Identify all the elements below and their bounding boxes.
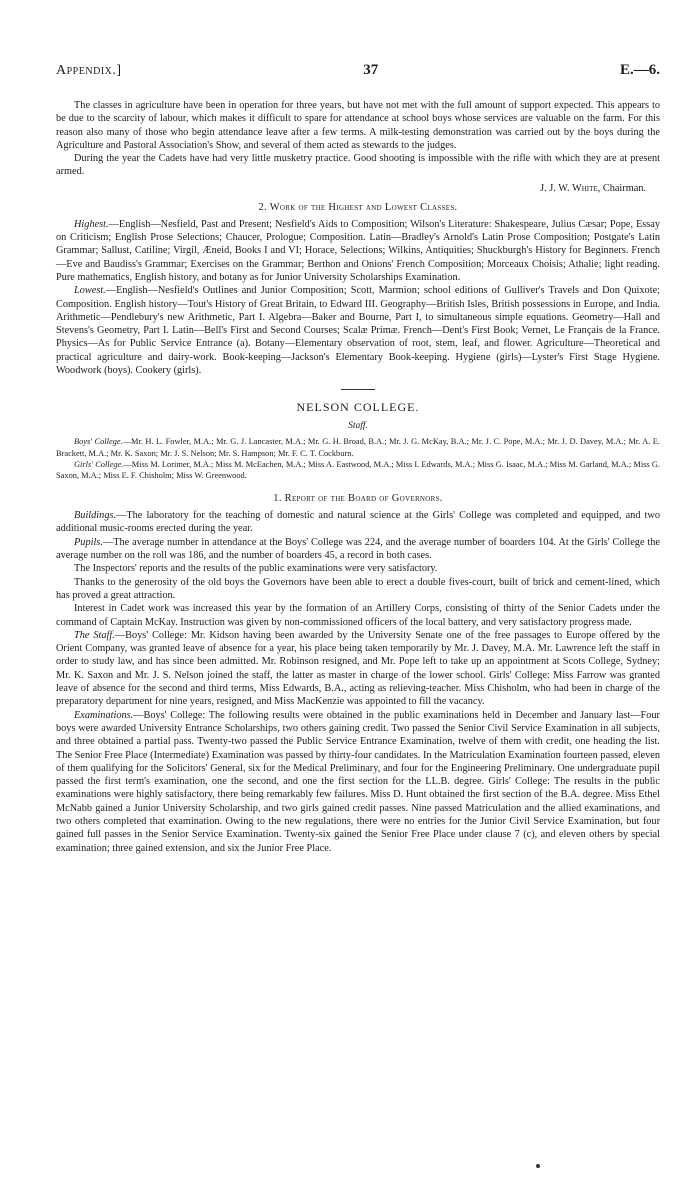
section-divider [341,389,375,390]
buildings-text: —The laboratory for the teaching of domestic and natural science at the Girls' College was completed and equipped, and two additional music-rooms erected during the year. [56,510,660,535]
highest-label: Highest. [74,218,109,230]
chairman-signature [56,183,646,194]
cadets-paragraph: During the year the Cadets have had very little musketry practice. Good shooting is impossible with the rifle with which they are at present armed. [56,153,660,178]
boys-staff-list [56,436,660,458]
staff-heading: Staff. [348,421,368,432]
pupils-label: Pupils. [74,536,103,548]
pupils-paragraph [56,536,660,563]
boys-college-label: Boys' College. [74,437,123,447]
page-header [56,62,660,79]
buildings-label: Buildings. [74,510,117,522]
buildings-paragraph [56,509,660,536]
boys-staff-text: —Mr. H. L. Fowler, M.A.; Mr. G. J. Lancaster, M.A.; Mr. G. H. Broad, B.A.; Mr. J. G. McKay, B.A.; Mr. J. C. Pope, M.A.; Mr. J. D. Davey, M.A.; Mr. A. E. Brackett, M.A.; Mr. K. Saxon; Mr. J. S. Nelson; Mr. S. Hampson; Mr. F. C. T. Cockburn. [56,437,660,458]
staff-changes-text: —Boys' College: Mr. Kidson having been awarded by the University Senate one of the free passages to Europe offered by the Orient Company, was granted leave of absence for a year, his place being taken temporarily by Mr. J. Davey, M.A. Mr. Lawrence left the staff in order to study law, and has since been admitted. Mr. Robinson resigned, and Mr. Pope left to take up an appointment at Scots College, Sydney; Mr. K. Saxon and Mr. J. S. Nelson joined the staff, the latter as master in charge of the lower school. Girls' College: Miss Farrow was granted leave of absence for the second and third terms, Miss Edwards, B.A., acting as relieving-teacher. Miss Chisholm, who had been in charge of the preparatory department for nine years, resigned, and Miss MacKenzie was appointed to fill the vacancy. [56,629,661,708]
header-appendix: Appendix.] [56,63,122,78]
signature-name: J. J. W. White [540,182,598,194]
highest-class-paragraph [56,218,660,284]
lowest-class-paragraph [56,284,660,377]
girls-college-label: Girls' College. [74,459,124,469]
college-title: NELSON COLLEGE. [296,400,420,415]
inspectors-paragraph: The Inspectors' reports and the results of the public examinations were very satisfactory. [74,563,438,575]
staff-label: The Staff. [74,629,115,641]
pupils-text: —The average number in attendance at the Boys' College was 224, and the average number of boarders 104. At the Girls' College the average number on the roll was 186, and the number of boarders 45, a record in both cases. [56,536,660,562]
print-mark [536,1164,540,1168]
highest-text: —English—Nesfield, Past and Present; Nesfield's Aids to Composition; Wilson's Literature: Shakespeare, Julius Cæsar; Pope, Essay on Criticism; English Prose Selections; Chaucer, Prologue; Composition. Latin—Bradley's Arnold's Latin Prose Composition; Postgate's Latin Grammar; Sallust, Catiline; Virgil, Æneid, Books I and VI; Horace, Selections; Wilkins, Antiquities; Shuckburgh's History for Beginners. French—Eve and Baudiss's Grammar; Exercises on the Grammar; Berthon and Onions' French Composition; Morceaux Choisis; Athalie; light reading. Pure mathematics, English history, and botany as for Junior University Scholarships Examination. [56,218,660,283]
lowest-label: Lowest. [74,285,106,297]
cadet-paragraph: Interest in Cadet work was increased this year by the formation of an Artillery Corps, consisting of thirty of the Senior Cadets under the command of Captain McKay. Instruction was given by non-commissioned officers of the local battery, and very satisfactory progress made. [56,603,660,628]
section-heading-work: 2. Work of the Highest and Lowest Classes. [258,201,458,213]
girls-staff-text: —Miss M. Lorimer, M.A.; Miss M. McEachen, M.A.; Miss A. Eastwood, M.A.; Miss I. Edwards, M.A.; Miss G. Isaac, M.A.; Miss M. Garland, M.A.; Miss G. Saxon, M.A.; Miss E. F. Chisholm; Miss W. Greenwood. [56,459,660,480]
document-code: E.—6. [619,62,660,78]
examinations-text: —Boys' College: The following results were obtained in the public examinations held in December and January last—Four boys were awarded University Entrance Scholarships, two others gaining credit. Two passed the Senior Civil Service Examination in all subjects, and three obtained a partial pass. Twenty-two passed the Public Service Entrance Examination, twelve of them with credit, one heading the list. The Senior Free Place (Intermediate) Examination was passed by thirty-four candidates. In the Matriculation Examination fourteen passed, eleven of them qualifying for the Solicitors' General, six for the Medical Preliminary, and four for the Engineering Preliminary. One undergraduate pupil passed the first term's examination, one the second, and one the first section for the LL.B. degree. Girls' College: The results in the public examinations were highly satisfactory, there being remarkably few failures. Miss D. Hunt obtained the first section of the B.A. degree. Miss Ethel McNabb gained a Junior University Scholarship, and two girls gained credit passes. Nine passed Matriculation and the allied examinations, and two others completed that examination. Owing to the new regulations, there were no entries for the Junior Civil Service Examination, but four gained full passes in the Senior Service Examination. Twenty-six gained the Senior Free Place under clause 7 (c), and eleven others by special examination; three gained extension, and six the Junior Free Place. [56,709,660,854]
report-heading: 1. Report of the Board of Governors. [273,493,443,505]
signature-title: , Chairman. [597,182,646,194]
lowest-text: —English—Nesfield's Outlines and Junior Composition; Scott, Marmion; school editions of Gulliver's Travels and Don Quixote; Composition. English history—Tout's History of Great Britain, to Edward III. Geography—British Isles, British possessions in Europe, and India. Arithmetic—Pendlebury's new Arithmetic, Part I. Algebra—Baker and Bourne, Part I, to simultaneous simple equations. Geometry—Hall and Stevens's Geometry, Part I. Latin—Bell's First and Second Courses; Scalæ Primæ. French—Dent's First Book; Vernet, Le Français de la France. Physics—As for Public Service Entrance (a). Botany—Elementary observation of root, stem, leaf, and flower. Agriculture—Theoretical and practical agriculture and dairy-work. Book-keeping—Jackson's Elementary Book-keeping. Hygiene (girls)—Lyster's First Stage Hygiene. Woodwork (boys). Cookery (girls). [56,285,660,377]
examinations-paragraph [56,709,660,855]
staff-changes-paragraph [56,629,660,709]
girls-staff-list [56,459,660,481]
fives-court-paragraph: Thanks to the generosity of the old boys the Governors have been able to erect a double fives-court, built of brick and cement-lined, which has proved a great attraction. [56,576,660,601]
page-number: 37 [363,62,379,78]
examinations-label: Examinations. [74,709,134,721]
agriculture-paragraph: The classes in agriculture have been in operation for three years, but have not met with the full amount of support expected. This appears to be due to the scarcity of labour, which makes it difficult to spare for attendance at school boys whose services are valuable on the farm. For this reason also many of those who begin attendance leave after a few terms. A milk-testing demonstration was carried out by the boys during the Agriculture and Pastoral Association's Show, and several of them acted as stewards to the judges. [56,100,660,151]
